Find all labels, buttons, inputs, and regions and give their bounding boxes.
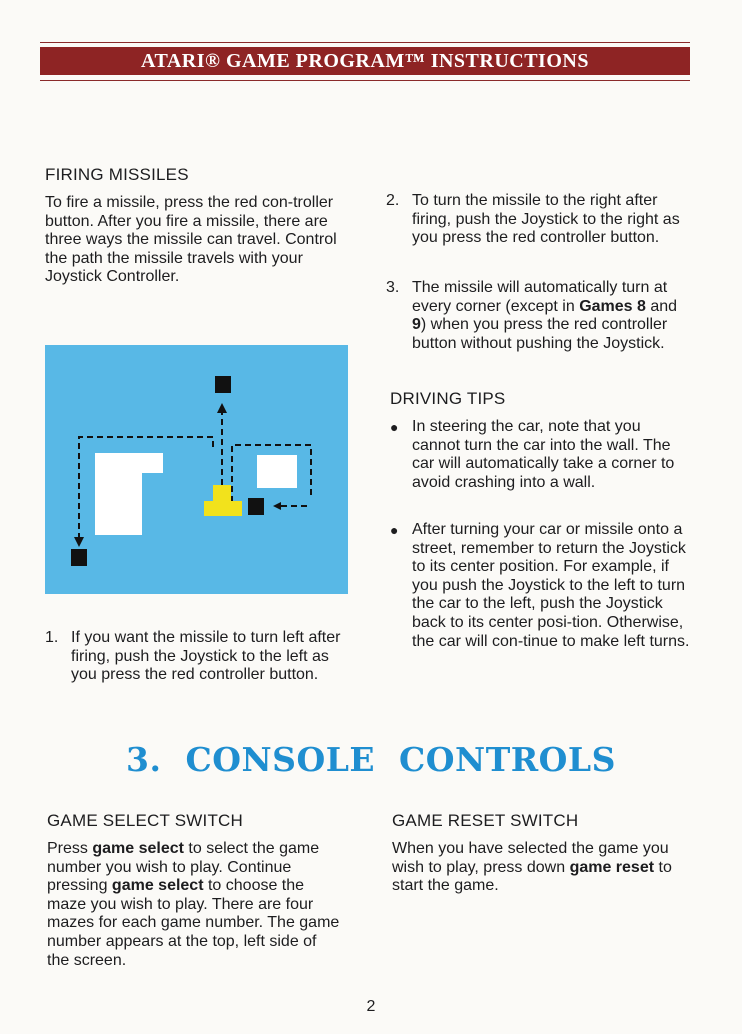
header-title: ATARI® GAME PROGRAM™ INSTRUCTIONS bbox=[141, 49, 589, 72]
select-post: to choose the maze you wish to play. There are four mazes for each game number. The game number appears at the top, left side of the screen. bbox=[47, 877, 340, 969]
firing-intro-text bbox=[45, 194, 345, 287]
missile-target-up bbox=[215, 376, 231, 393]
item-2-number: 2. bbox=[386, 192, 400, 209]
driving-tip-1 bbox=[390, 418, 690, 492]
header-rule-top bbox=[40, 42, 690, 43]
item-3-mid: and bbox=[645, 297, 678, 315]
select-bold-1: game select bbox=[92, 840, 184, 857]
item-1-number: 1. bbox=[45, 629, 59, 646]
page-number: 2 bbox=[366, 998, 376, 1015]
reset-bold: game reset bbox=[569, 858, 655, 876]
game-reset-text bbox=[392, 840, 690, 896]
item-3-number: 3. bbox=[386, 279, 400, 296]
item-2-text: To turn the missile to the right after firing, push the Joystick to the right as you press the red controller button. bbox=[412, 192, 680, 247]
bullet-icon: ● bbox=[390, 419, 399, 435]
tip-1-text: In steering the car, note that you cannot turn the car into the wall. The car will automatically take a corner to avoid crashing into a wall. bbox=[412, 418, 675, 491]
page-header bbox=[40, 47, 690, 75]
item-3-games8: Games 8 bbox=[579, 297, 646, 315]
firing-item-1 bbox=[45, 629, 350, 685]
game-reset-heading: GAME RESET SWITCH bbox=[392, 811, 579, 830]
firing-intro: To fire a missile, press the red con-troller button. After you fire a missile, there are three ways the missile can travel. Control the path the missile travels with your Joystick Controller. bbox=[45, 194, 337, 286]
missile-path-diagram bbox=[45, 345, 348, 594]
diagram-background bbox=[45, 345, 348, 594]
select-bold-2: game select bbox=[111, 877, 204, 895]
item-1-text: If you want the missile to turn left after firing, push the Joystick to the left as you press the red controller button. bbox=[71, 629, 341, 684]
driving-tip-2 bbox=[390, 521, 690, 651]
select-mid: to select the game number you wish to play. Continue pressing bbox=[47, 840, 320, 895]
console-controls-title: 3. CONSOLE CONTROLS bbox=[126, 740, 616, 779]
reset-post: to start the game. bbox=[392, 858, 672, 895]
item-3-pre: The missile will automatically turn at every corner (except in bbox=[412, 279, 668, 315]
missile-target-right bbox=[248, 498, 264, 515]
select-pre: Press bbox=[47, 840, 93, 857]
firing-item-2 bbox=[386, 192, 691, 248]
firing-missiles-heading: FIRING MISSILES bbox=[45, 165, 189, 184]
tip-2-text: After turning your car or missile onto a street, remember to return the Joystick to its center position. For example, if you push the Joystick to the left to turn the car to the left, push the Joystick back to its center posi-tion. Otherwise, the car will con-tinue to make left turns. bbox=[412, 521, 690, 650]
header-rule-bottom bbox=[40, 80, 690, 81]
item-3-text bbox=[412, 279, 691, 353]
reset-pre: When you have selected the game you wish to play, press down bbox=[392, 840, 669, 876]
item-3-games9: 9 bbox=[412, 316, 421, 334]
maze-wall-right bbox=[257, 455, 297, 488]
game-select-heading: GAME SELECT SWITCH bbox=[47, 811, 243, 830]
item-3-post: ) when you press the red controller button without pushing the Joystick. bbox=[412, 316, 668, 352]
firing-item-3 bbox=[386, 279, 691, 353]
game-select-text bbox=[47, 840, 342, 970]
bullet-icon: ● bbox=[390, 522, 399, 538]
driving-tips-heading: DRIVING TIPS bbox=[390, 389, 506, 408]
missile-target-left bbox=[71, 549, 87, 566]
